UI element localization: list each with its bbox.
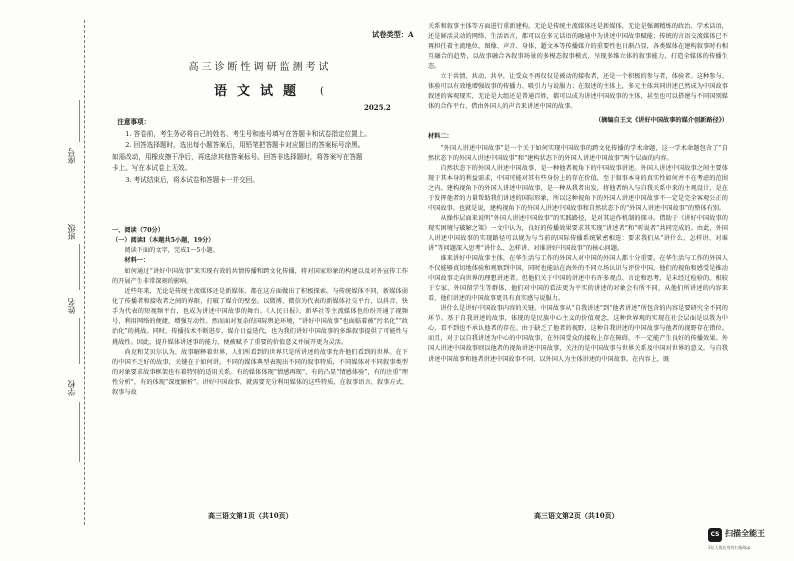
exam-notes: [112, 117, 408, 186]
passage-paragraph: 关系和叙事主体等方面进行重新建构。无论是传统主流媒体还是新媒体，无论是强调精炼的政治、学术话语，还是鲜活灵动的网络、生活语言，都可以在多元话语的融通中为讲述中国故事赋能；传统的言语交流媒体已不再担任着主流地位，图像、声音、身体、超文本等传播媒介的重要性也日渐凸显，各类媒体在建构叙事时有相互融合的趋势，以故事融合各叙事场景的多模态叙事模式，呈现多维立体的叙事能力，打造全媒体的传播生态。: [428, 23, 728, 71]
section-heading: 一、阅读（70分）: [112, 227, 164, 234]
note-item: 1. 答卷前，考生务必将自己的姓名、考生号和座号填写在答题卡和试卷指定位置上。: [125, 129, 371, 138]
note-item: 2. 回答选择题时，选出每小题答案后，用铅笔把答题卡对应题目的答案标号涂黑。: [125, 141, 365, 150]
note-item: 卡上。写在本试卷上无效。: [112, 164, 192, 173]
class-blank: [79, 244, 80, 290]
notes-heading: 注意事项：: [117, 118, 151, 126]
passage-paragraph: “外国人讲述中国故事”是一个关于如何实现中国故事的跨文化传播的学术命题，这一学术命题包含了“自然状态下的外国人讲述中国故事”和“建构状态下的外国人讲述中国故事”两个层面的内容。: [428, 144, 728, 162]
camscanner-logo-icon: CS: [708, 528, 722, 542]
right-column-body: [428, 22, 728, 506]
passage-paragraph: 谁来讲好中国故事主体，在华生活与工作的外国人对中国的外国人都十分重要。在华生活与工作的外国人不仅能够真切地体验和观察到中国，同时也能站在海外的不同立场认识与评价中国，他们的视角和感受是推动中国故事走向世界的理想讲述者。但他们关于中国的讲述中有许多观点、言论和思考，是未经过检验的。相较于专家、外国留学生等群体，他们对中国的看法更为平实的讲述的对象会有所不同，从他们所讲述的内容来看，他们讲述的中国故事更具有真实感与说服力。: [428, 255, 728, 303]
subject-title: 语文试题: [213, 84, 306, 99]
source-citation: （摘编自王文《讲好中国故事的媒介创新路径》）: [594, 117, 728, 125]
subsection-heading: （一）阅读Ⅰ（本题共5小题，19分）: [112, 237, 215, 245]
seat-blank: [79, 100, 80, 142]
binding-cut-line: [84, 20, 85, 525]
note-item: 3. 考试结束后，将本试卷和答题卡一并交回。: [125, 175, 259, 184]
exam-date: 2025.2: [364, 103, 391, 112]
left-column-body: [112, 226, 408, 506]
name-label: 姓名: [67, 298, 76, 314]
passage-paragraph: 自然状态下的外国人讲述中国故事，是一种他者视角下的中国故事讲述。外国人讲述中国故事之间主要体现于其本身的利益需求，中国可能对其有些身份上的存在价值，至于叙事本身的真实性如何并不在考虑的范围之内。建构视角下的外国人讲述中国故事，是一种从我者出发，将他者纳入与自我关系中来的主观设计，是在于发挥他者的力量帮助我们讲述的国际形象，所以这种视角下的外国人讲述中国故事不一定是完全客观公正的中国故事。也就是说，建构视角下的外国人讲述中国故事和自然状态下的“外国人讲述中国故事”的整体有别。: [428, 164, 728, 212]
passage-paragraph: 讲什么是讲好中国故事内容的关键。中国故事从“自我讲述”到“他者讲述”所包含的内容是要研究全不同的环节。基于自我讲述的故事，体现的是民族中心主义的价值观念，这种世界观的实现在社会层面是以我为中心，看不到也不承认他者的存在。由于缺乏了他者的视野，这种自我讲述的中国故事与他者的视野存在错位。而且，对于以自我讲述为中心的中国故事，在外国受众的接收上存在障碍，不一定能产生良好的传播效果。外国人讲述中国故事则以他者的视角讲述中国故事，关注的是中国故事与世界关系及中国对世界的意义。与自我讲述中国故事和他者讲述中国故事不同，以外国人为主体讲述的中国故事，在内容上，既: [428, 305, 728, 363]
passage-paragraph: 立于共情、共动、共享，让受众不再仅仅是被动的接收者，还是一个积极的参与者，体验者。这种参与、体验可以有效地增强故事的传播力、吸引力与说服力；在叙述的主体上，多元主体共同讲述已然成为中国故事叙述的客观现实，无论是大组还是普通百姓，都可以成为讲述中国故事的主体，甚至也可以搭建与不同国别媒体的合作平台，借由外国人的声音来讲述中国的故事。: [428, 73, 728, 111]
passage-paragraph: 近些年来，无论是传统主流媒体还是新媒体，都在这方面做出了积极探索。与传统媒体不同，新媒体弱化了传播者和接收者之间的界限，打破了媒介的壁垒。以微博、微信为代表的新媒体社交平台，以抖音、快手为代表的短视频平台，也成为讲述中国故事的舞台。《人民日报》、新华社等主流媒体也纷纷开通了视频号，利用网络的便捷，增强互动性。然而面对复杂的国际舆论环境，“讲好中国故事”也面临着被“污名化”“政治化”的挑战。同时，传播技术不断进步，媒介日益迭代，也为我们讲好中国故事的多维叙事提供了可能性与挑战性。因此，提升媒体讲述事的能力，便被赋予了重要的价值意义并展开更为灵活。: [112, 288, 408, 346]
scanner-watermark: [708, 526, 792, 556]
material-two-heading: 材料二：: [428, 133, 453, 141]
binding-margin: [0, 0, 98, 561]
seat-label: 座号: [67, 148, 76, 164]
class-label: 班级: [67, 224, 76, 240]
scanner-app-name: 扫描全能王: [725, 529, 765, 538]
school-label: 学校: [67, 380, 76, 396]
note-item: 如需改动，用橡皮擦干净后，再选涂其他答案标号。回答非选择题时，将答案写在答题: [112, 152, 363, 161]
reading-instruction: 阅读下面的文字，完成1～5小题。: [124, 247, 219, 255]
name-blank: [79, 318, 80, 364]
page-footer-left: 高三语文第1页（共10页）: [208, 511, 293, 520]
paper-type: 试卷类型：A: [372, 30, 414, 39]
school-blank: [79, 402, 80, 462]
page-footer-right: 高三语文第2页（共10页）: [534, 511, 619, 520]
scanner-tagline: 3亿人都在用的扫描App: [708, 545, 751, 550]
passage-paragraph: 尚克和艾贝尔认为，故事解释着世界，人们所看到的世界只是所讲述的故事允许他们看到的世界。在下的中国不乏好的故事，关键在于如何讲。不同的媒体典型表现出不同的叙事特质，不同媒体对不同叙事类型的对象要求故事框架也有着特别的适用关系。有的媒体体现“情感再现”，有的凸显“情感体验”，有的注重“理性分析”，有的体现“深度解析”。讲好中国故事，就需要充分利用媒体的这些特质，在叙事语言、叙事方式、叙事与故: [112, 348, 408, 396]
passage-paragraph: 从操作层面来说明“外国人讲述中国故事”的实践路径，是对其运作机制的探寻。借助于《讲好中国故事的现实困境与破解之策》一文中认为，良好的传播效果要求其实现“讲述者”和“听说者”共同完成的。由此，外国人讲述中国故事的实现路径可以规为与当前的国际传播系统紧密相连：要求我们从“讲什么、怎样讲、对谁讲”等问题深入思考“讲什么、怎样讲、对谁讲好中国故事”的核心问题。: [428, 214, 728, 252]
passage-paragraph: 如何通过“讲好中国故事”来实现有效的共情传播和跨文化传播，将对国家形象的构建以及对外宣传工作的开展产生非常深刻的影响。: [112, 268, 408, 286]
exam-title: 高三诊断性调研监测考试: [188, 62, 332, 73]
material-one-heading: 材料一：: [124, 257, 150, 265]
pen-mark: (: [320, 86, 324, 97]
